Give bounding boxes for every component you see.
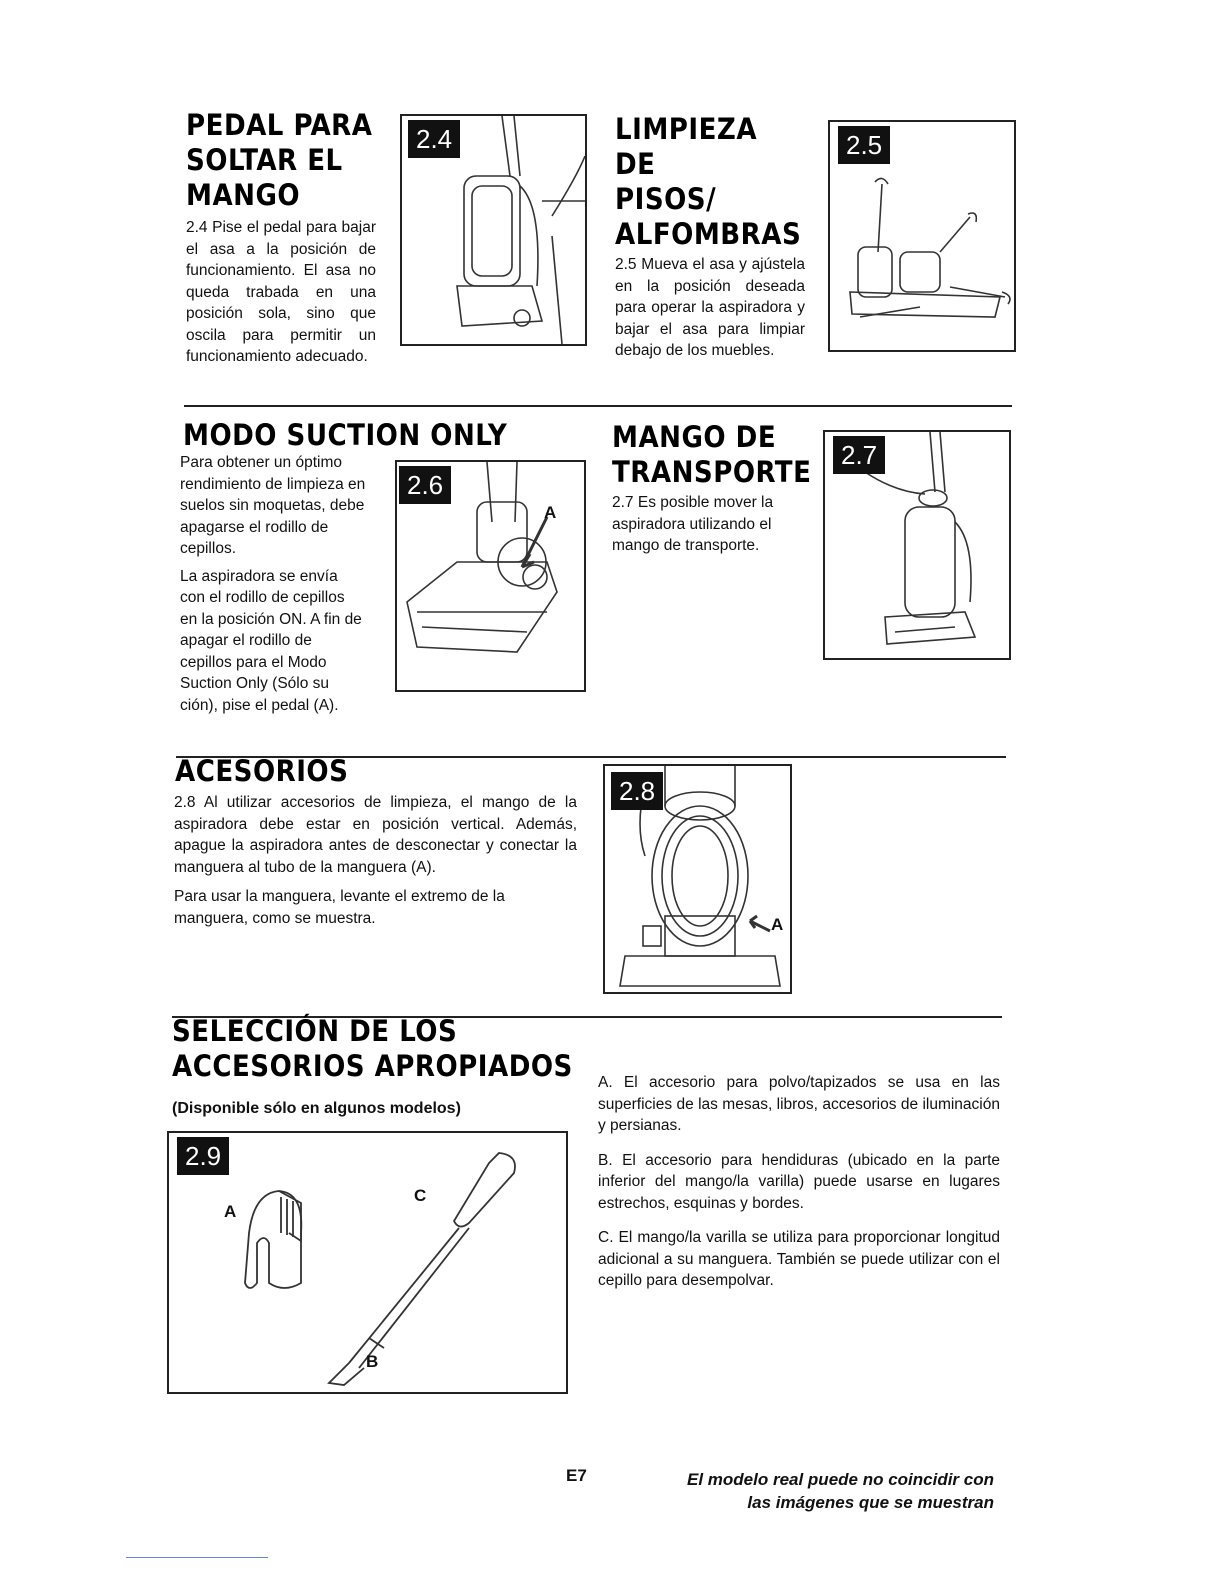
- section-title: [172, 1014, 592, 1084]
- title-line: TRANSPORTE: [612, 455, 812, 489]
- title-line: MANGO: [186, 178, 301, 212]
- accessory-item-c: C. El mango/la varilla se utiliza para proporcionar longitud adicional a su manguera. También se puede utilizar con el cepillo para desempolvar.: [598, 1229, 1000, 1289]
- section-title-acesorios: ACESORIOS: [175, 754, 349, 788]
- section-body: Para obtener un óptimo rendimiento de limpieza en suelos sin moquetas, debe apagarse el rodillo de cepillos.: [180, 454, 366, 557]
- section-body: 2.7 Es posible mover la aspiradora utilizando el mango de transporte.: [612, 494, 774, 554]
- title-line: PEDAL PARA: [186, 108, 373, 142]
- figure-label: 2.5: [838, 126, 890, 164]
- note-line: las imágenes que se muestran: [747, 1493, 994, 1512]
- title-line: ALFOMBRAS: [615, 217, 802, 251]
- callout-b: B: [366, 1352, 379, 1371]
- note-line: El modelo real puede no coincidir con: [687, 1470, 994, 1489]
- title-line: MANGO DE: [612, 420, 777, 454]
- title-line: SELECCIÓN DE LOS: [172, 1014, 458, 1048]
- figure-2-4: [400, 114, 587, 346]
- figure-label: 2.6: [399, 466, 451, 504]
- figure-label: 2.9: [177, 1137, 229, 1175]
- section-body: La aspiradora se envía con el rodillo de cepillos en la posición ON. A fin de apagar el rodillo de cepillos para el Modo Suction Only (Sólo su ción), pise el pedal (A).: [180, 567, 362, 714]
- title-line: PISOS/: [615, 182, 717, 216]
- figure-2-7: [823, 430, 1011, 660]
- accessory-item-b: B. El accesorio para hendiduras (ubicado en la parte inferior del mango/la varilla) puede usarse en lugares estrechos, esquinas y bordes.: [598, 1151, 1000, 1212]
- title-line: ACCESORIOS APROPIADOS: [172, 1049, 573, 1083]
- section-title: [612, 420, 812, 490]
- section-seleccion-de-accesorios: [172, 1014, 592, 1120]
- callout-a: A: [544, 503, 557, 522]
- callout-a: A: [771, 915, 784, 934]
- accessory-descriptions: [598, 1072, 1000, 1292]
- section-title-modo-suction-only: MODO SUCTION ONLY: [183, 418, 508, 452]
- section-body: 2.5 Mueva el asa y ajústela en la posición deseada para operar la aspiradora y bajar el asa para limpiar debajo de los muebles.: [615, 256, 805, 359]
- scan-margin-line: [126, 1557, 268, 1558]
- figure-label: 2.7: [833, 436, 885, 474]
- section-body: 2.4 Pise el pedal para bajar el asa a la posición de funcionamiento. El asa no queda trabada en una posición sola, sino que oscila para permitir un funcionamiento adecuado.: [186, 219, 376, 365]
- section-limpieza-de-pisos: [615, 112, 805, 362]
- section-title: [186, 108, 376, 213]
- figure-label: 2.4: [408, 120, 460, 158]
- page-number: E7: [566, 1466, 587, 1485]
- footer-note: [640, 1468, 994, 1514]
- section-modo-suction-only-body: [180, 452, 366, 716]
- figure-2-5: [828, 120, 1016, 352]
- section-acesorios-body: [174, 792, 577, 929]
- accessory-item-a: A. El accesorio para polvo/tapizados se usa en las superficies de las mesas, libros, accesorios de iluminación y persianas.: [598, 1074, 1000, 1134]
- section-divider: [184, 405, 1012, 407]
- section-pedal-para-soltar-el-mango: [186, 108, 376, 368]
- section-title: [615, 112, 805, 252]
- section-body: 2.8 Al utilizar accesorios de limpieza, el mango de la aspiradora debe estar en posición vertical. Además, apague la aspiradora antes de desconectar y conectar la manguera al tubo de la manguera (A).: [174, 794, 577, 876]
- title-line: LIMPIEZA DE: [615, 112, 758, 181]
- figure-label: 2.8: [611, 772, 663, 810]
- figure-2-9: [167, 1131, 568, 1394]
- section-body: Para usar la manguera, levante el extremo de la manguera, como se muestra.: [174, 888, 505, 927]
- figure-2-8: [603, 764, 792, 994]
- callout-a: A: [224, 1202, 237, 1221]
- section-subtitle: (Disponible sólo en algunos modelos): [172, 1100, 461, 1117]
- title-line: SOLTAR EL: [186, 143, 343, 177]
- figure-2-6: [395, 460, 586, 692]
- callout-c: C: [414, 1186, 427, 1205]
- section-mango-de-transporte: [612, 420, 812, 557]
